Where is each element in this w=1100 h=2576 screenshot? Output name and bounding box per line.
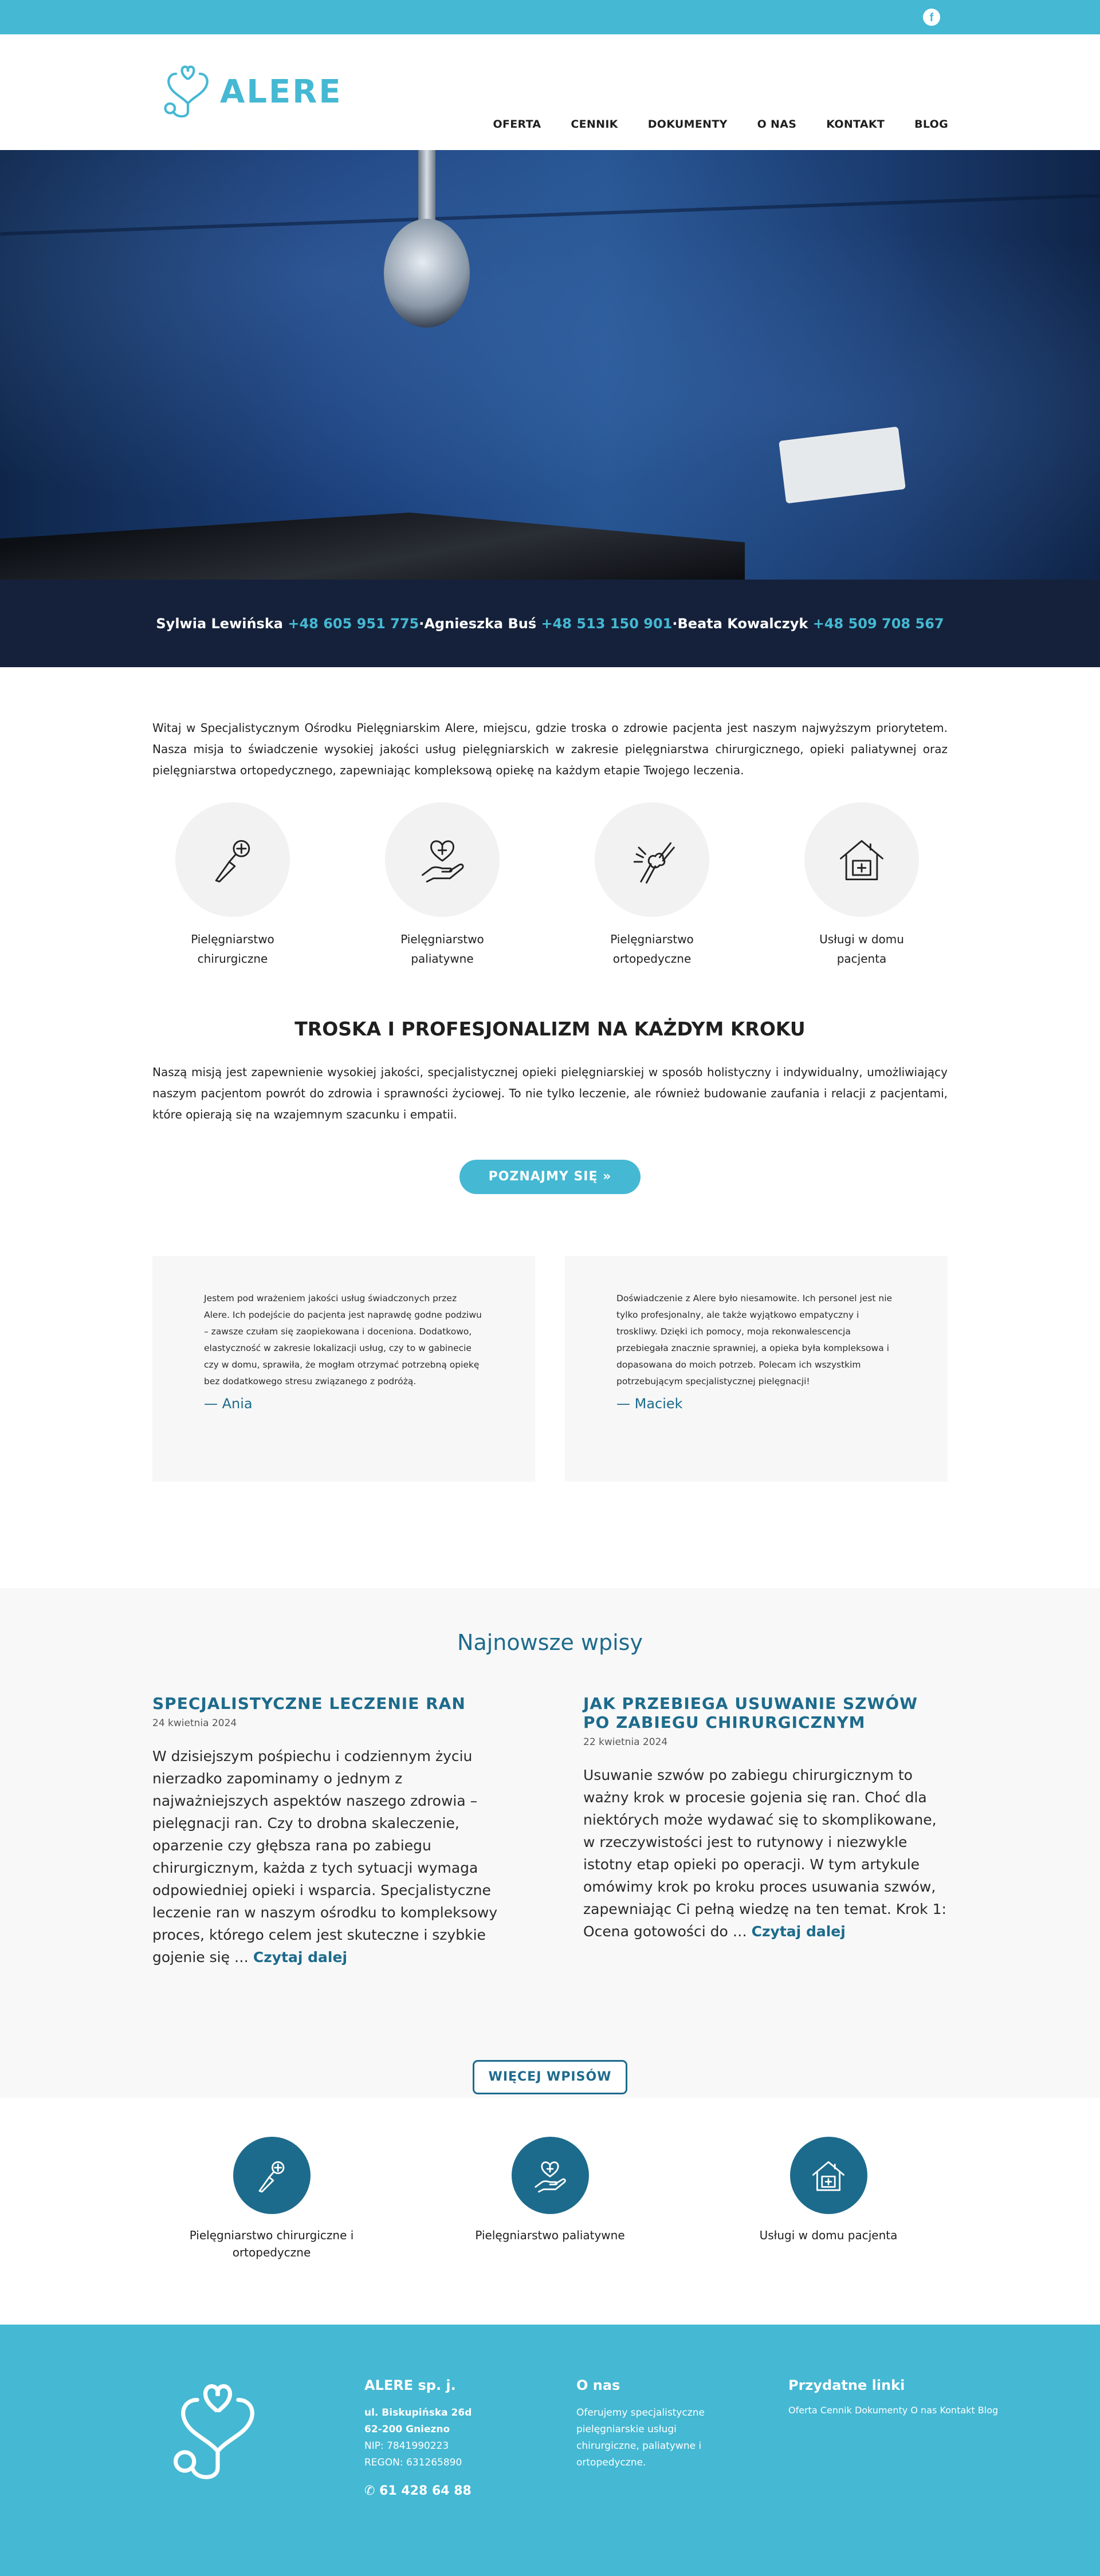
service-item[interactable] xyxy=(787,802,936,968)
more-posts-button[interactable]: WIĘCEJ WPISÓW xyxy=(473,2060,627,2094)
latest-posts-section xyxy=(0,1588,1100,2098)
testimonial-author: — Maciek xyxy=(616,1396,683,1412)
bottom-services xyxy=(0,2098,1100,2325)
scalpel-icon xyxy=(252,2156,292,2196)
home-medical-icon xyxy=(808,2156,848,2196)
testimonial-card xyxy=(152,1256,535,1482)
footer-nip: NIP: 7841990223 xyxy=(364,2440,449,2452)
post-excerpt-text: W dzisiejszym pośpiechu i codziennym życiu nierzadko zapominamy o jednym z najważniejszych aspektów naszego zdrowia – pielęgnacji ran. Czy to drobna skaleczenie, oparzenie czy głębsza rana po zabiegu chirurgicznym, każda z tych sytuacji wymaga odpowiedniej opieki i wsparcia. Specjalistyczne leczenie ran w naszym ośrodku to kompleksowy proces, którego celem jest skuteczne i szybkie gojenie się … xyxy=(152,1748,498,1966)
service-label: Pielęgniarstwo paliatywne xyxy=(475,2228,625,2242)
posts-list xyxy=(152,1694,948,1968)
service-item[interactable] xyxy=(578,802,726,968)
post-card xyxy=(152,1694,517,1968)
post-date: 24 kwietnia 2024 xyxy=(152,1718,237,1729)
stethoscope-heart-icon xyxy=(158,62,218,121)
footer-about-title: O nas xyxy=(576,2377,620,2393)
service-item[interactable] xyxy=(368,802,517,968)
contact-name: Beata Kowalczyk xyxy=(677,615,808,632)
read-more-link[interactable]: Czytaj dalej xyxy=(751,1923,846,1940)
footer-link-blog[interactable]: Blog xyxy=(977,2405,999,2416)
top-bar xyxy=(0,0,1100,34)
testimonial-text: Doświadczenie z Alere było niesamowite. Ich personel jest nie tylko profesjonalny, ale także wyjątkowo empatyczny i troskliwy. Dzięki ich pomocy, moja rekonwalescencja przebiegała znacznie sprawniej, a opieka była kompleksowa i dopasowana do moich potrzeb. Polecam ich wszystkim potrzebującym specjalistycznej pielęgnacji! xyxy=(616,1293,893,1387)
separator: · xyxy=(672,615,678,632)
footer-about-text: Oferujemy specjalistyczne pielęgniarskie usługi chirurgiczne, paliatywne i ortopedyczne. xyxy=(576,2407,705,2468)
service-icon-circle xyxy=(512,2137,589,2214)
home-medical-icon xyxy=(834,832,889,887)
testimonial-author: — Ania xyxy=(204,1396,253,1412)
service-icon-circle xyxy=(233,2137,311,2214)
service-icon-circle xyxy=(790,2137,867,2214)
footer-links-title: Przydatne linki xyxy=(788,2377,905,2393)
section-title: Najnowsze wpisy xyxy=(457,1630,643,1655)
footer-about xyxy=(576,2377,725,2471)
separator: · xyxy=(419,615,425,632)
site-header xyxy=(0,34,1100,150)
bottom-service-item[interactable] xyxy=(455,2137,645,2244)
footer-link-kontakt[interactable]: Kontakt xyxy=(940,2405,975,2416)
facebook-icon[interactable]: f xyxy=(923,9,940,26)
main-nav xyxy=(493,118,949,131)
service-icon-circle xyxy=(175,802,290,917)
footer-links xyxy=(788,2377,998,2416)
services-row xyxy=(152,802,948,968)
service-label: Usługi w domu pacjenta xyxy=(759,2228,898,2242)
hero-image xyxy=(0,150,1100,580)
hero-stethoscope-tube xyxy=(418,150,435,224)
phone-icon: ✆ xyxy=(364,2484,380,2498)
footer-link-dokumenty[interactable]: Dokumenty xyxy=(854,2405,908,2416)
contact-name: Sylwia Lewińska xyxy=(156,615,283,632)
footer-city: 62-200 Gniezno xyxy=(364,2424,450,2435)
footer-phone[interactable] xyxy=(364,2484,472,2498)
footer-company xyxy=(364,2377,472,2498)
footer-phone-number: 61 428 64 88 xyxy=(379,2484,472,2498)
footer-link-o-nas[interactable]: O nas xyxy=(910,2405,937,2416)
site-footer xyxy=(0,2325,1100,2576)
nav-item-oferta[interactable]: OFERTA xyxy=(493,118,541,131)
service-item[interactable] xyxy=(158,802,307,968)
heart-hand-icon xyxy=(530,2156,570,2196)
bottom-service-item[interactable] xyxy=(177,2137,366,2261)
contact-name: Agnieszka Buś xyxy=(424,615,537,632)
contact-band xyxy=(0,580,1100,667)
scalpel-icon xyxy=(205,832,260,887)
testimonial-card xyxy=(565,1256,948,1482)
logo[interactable] xyxy=(158,62,343,121)
contact-phone[interactable]: +48 509 708 567 xyxy=(812,615,944,632)
service-icon-circle xyxy=(595,802,709,917)
joint-icon xyxy=(624,832,679,887)
read-more-link[interactable]: Czytaj dalej xyxy=(253,1949,348,1966)
service-icon-circle xyxy=(804,802,919,917)
nav-item-kontakt[interactable]: KONTAKT xyxy=(826,118,885,131)
service-label: Usługi w domu pacjenta xyxy=(819,932,904,966)
stethoscope-heart-icon xyxy=(166,2377,269,2486)
post-excerpt-text: Usuwanie szwów po zabiegu chirurgicznym to ważny krok w procesie gojenia się ran. Choć dla niektórych może wydawać się to skomplikowane, w rzeczywistości jest to rutynowy i niezwykle istotny etap opieki po operacji. W tym artykule omówimy krok po kroku proces usuwania szwów, zapewniając Ci pełną wiedzę na ten temat. Krok 1: Ocena gotowości do … xyxy=(583,1767,946,1940)
post-date: 22 kwietnia 2024 xyxy=(583,1736,668,1748)
testimonials xyxy=(152,1256,948,1482)
footer-company-name: ALERE sp. j. xyxy=(364,2377,456,2393)
nav-item-o-nas[interactable]: O NAS xyxy=(757,118,797,131)
service-icon-circle xyxy=(385,802,500,917)
post-excerpt xyxy=(583,1764,948,1943)
contact-phone[interactable]: +48 605 951 775 xyxy=(288,615,419,632)
nav-item-blog[interactable]: BLOG xyxy=(914,118,948,131)
testimonial-text: Jestem pod wrażeniem jakości usług świadczonych przez Alere. Ich podejście do pacjenta jest naprawdę godne podziwu – zawsze czułam się zaopiekowana i doceniona. Dodatkowo, elastyczność w zakresie lokalizacji usług, czy to w gabinecie czy w domu, sprawiła, że mogłam otrzymać potrzebną opiekę bez dodatkowego stresu związanego z podróżą. xyxy=(204,1293,482,1387)
intro-text: Witaj w Specjalistycznym Ośrodku Pielęgniarskim Alere, miejscu, gdzie troska o zdrowie pacjenta jest naszym najwyższym priorytetem. Nasza misja to świadczenie wysokiej jakości usług pielęgniarskich w zakresie pielęgniarstwa chirurgicznego, opieki paliatywnej oraz pielęgniarstwa ortopedycznego, zapewniając kompleksową opiekę na każdym etapie Twojego leczenia. xyxy=(152,721,948,777)
service-label: Pielęgniarstwo ortopedyczne xyxy=(610,932,694,966)
footer-regon: REGON: 631265890 xyxy=(364,2457,462,2468)
post-title[interactable]: SPECJALISTYCZNE LECZENIE RAN xyxy=(152,1694,466,1713)
footer-street: ul. Biskupińska 26d xyxy=(364,2407,472,2419)
bottom-service-item[interactable] xyxy=(734,2137,923,2244)
nav-item-dokumenty[interactable]: DOKUMENTY xyxy=(647,118,728,131)
footer-link-oferta[interactable]: Oferta xyxy=(788,2405,818,2416)
service-label: Pielęgniarstwo paliatywne xyxy=(400,932,484,966)
contact-phone[interactable]: +48 513 150 901 xyxy=(541,615,673,632)
post-title[interactable]: JAK PRZEBIEGA USUWANIE SZWÓW PO ZABIEGU CHIRURGICZNYM xyxy=(583,1694,918,1732)
service-label: Pielęgniarstwo chirurgiczne i ortopedyczne xyxy=(189,2228,354,2259)
post-card xyxy=(583,1694,948,1968)
hero-stethoscope xyxy=(384,219,470,328)
post-excerpt xyxy=(152,1745,517,1968)
mission-title: TROSKA I PROFESJONALIZM NA KAŻDYM KROKU xyxy=(294,1018,806,1040)
footer-link-cennik[interactable]: Cennik xyxy=(820,2405,852,2416)
service-label: Pielęgniarstwo chirurgiczne xyxy=(191,932,274,966)
nav-item-cennik[interactable]: CENNIK xyxy=(571,118,618,131)
logo-text: ALERE xyxy=(220,73,343,111)
meet-us-button[interactable]: POZNAJMY SIĘ » xyxy=(459,1160,641,1194)
heart-hand-icon xyxy=(415,832,470,887)
mission-text: Naszą misją jest zapewnienie wysokiej jakości, specjalistycznej opieki pielęgniarskiej w sposób holistyczny i indywidualny, umożliwiający naszym pacjentom powrót do zdrowia i sprawności życiowej. To nie tylko leczenie, ale również budowanie zaufania i relacji z pacjentami, które opierają się na wzajemnym szacunku i empatii. xyxy=(152,1065,948,1121)
